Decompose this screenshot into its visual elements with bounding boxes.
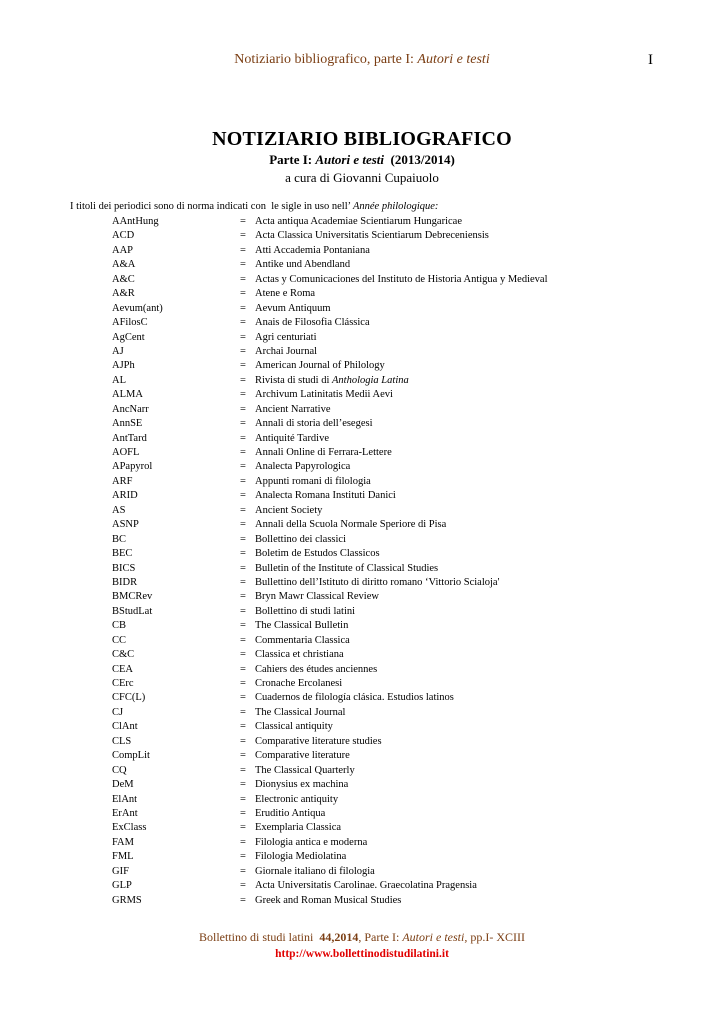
abbreviation: DeM	[112, 779, 134, 791]
abbreviation: AnnSE	[112, 418, 143, 430]
abbreviation: AAntHung	[112, 216, 159, 227]
journal-title-text: Archivum Latinitatis Medii Aevi	[255, 389, 393, 401]
list-item	[0, 403, 724, 417]
list-item	[0, 302, 724, 316]
journal-title	[255, 374, 409, 388]
journal-title	[255, 749, 350, 763]
abbreviation: BEC	[112, 548, 133, 560]
abbreviation: AAP	[112, 244, 134, 256]
abbreviation: Aevum(ant)	[112, 302, 163, 314]
journal-title-text: Cuadernos de filología clásica. Estudios latinos	[255, 692, 454, 704]
journal-title-text: Antike und Abendland	[255, 259, 351, 271]
journal-title	[255, 807, 325, 821]
intro-paragraph	[70, 201, 438, 212]
list-item	[0, 749, 724, 763]
list-item	[0, 417, 724, 431]
journal-title	[255, 258, 350, 272]
list-item	[0, 634, 724, 648]
journal-title-text: Agri centuriati	[255, 331, 317, 343]
list-item	[0, 504, 724, 518]
journal-title	[255, 735, 382, 749]
journal-title-text: Annali di storia dell’esegesi	[255, 418, 373, 430]
abbreviation: BMCRev	[112, 591, 153, 603]
list-item	[0, 576, 724, 590]
journal-title-text: Antiquité Tardive	[255, 432, 330, 444]
journal-title-text: Giornale italiano di filologia	[255, 865, 375, 877]
abbreviation: APapyrol	[112, 461, 153, 473]
equals-sign: =	[240, 533, 246, 545]
equals-sign: =	[240, 360, 246, 372]
abbreviation: CLS	[112, 735, 132, 747]
equals-sign: =	[240, 331, 246, 343]
list-item	[0, 590, 724, 604]
list-item	[0, 605, 724, 619]
abbreviation: CQ	[112, 764, 127, 776]
list-item	[0, 331, 724, 345]
list-item	[0, 215, 724, 229]
journal-title	[255, 619, 348, 633]
list-item	[0, 446, 724, 460]
running-head	[0, 52, 724, 68]
equals-sign: =	[240, 836, 246, 848]
abbreviation: BC	[112, 533, 127, 545]
journal-title	[255, 518, 446, 532]
journal-title-text: Comparative literature	[255, 750, 350, 762]
abbreviation: AL	[112, 374, 126, 386]
list-item	[0, 807, 724, 821]
journal-title-text: Acta Classica Universitatis Scientiarum Debreceniensis	[255, 230, 489, 242]
journal-title-text: Acta Universitatis Carolinae. Graecolatina Pragensia	[255, 880, 477, 892]
journal-title-text: Bollettino dei classici	[255, 533, 346, 545]
list-item	[0, 821, 724, 835]
list-item	[0, 764, 724, 778]
journal-title-text: Electronic antiquity	[255, 793, 339, 805]
journal-title	[255, 547, 380, 561]
journal-title-text: Analecta Romana Instituti Danici	[255, 490, 396, 502]
list-item	[0, 562, 724, 576]
list-item	[0, 547, 724, 561]
journal-title	[255, 576, 499, 590]
equals-sign: =	[240, 793, 246, 805]
list-item	[0, 720, 724, 734]
equals-sign: =	[240, 475, 246, 487]
journal-title-text: Filologia Mediolatina	[255, 851, 347, 863]
equals-sign: =	[240, 345, 246, 357]
equals-sign: =	[240, 317, 246, 329]
journal-title	[255, 663, 377, 677]
abbreviation: CErc	[112, 678, 134, 689]
list-item	[0, 489, 724, 503]
equals-sign: =	[240, 721, 246, 733]
journal-title-text: Eruditio Antiqua	[255, 807, 326, 819]
list-item	[0, 258, 724, 272]
journal-title	[255, 273, 547, 287]
journal-title-text: Commentaria Classica	[255, 634, 350, 646]
journal-title-text: The Classical Journal	[255, 706, 346, 718]
journal-title	[255, 562, 438, 576]
journal-title-text: Atene e Roma	[255, 288, 316, 300]
equals-sign: =	[240, 519, 246, 531]
list-item	[0, 388, 724, 402]
equals-sign: =	[240, 649, 246, 661]
list-item	[0, 229, 724, 243]
journal-title	[255, 533, 346, 547]
abbreviation: CJ	[112, 706, 124, 718]
journal-title	[255, 691, 454, 705]
journal-title-text: Anais de Filosofia Clássica	[255, 317, 370, 329]
list-item	[0, 850, 724, 864]
journal-title-text: Greek and Roman Musical Studies	[255, 894, 402, 906]
journal-title-text: Bullettino dell’Istituto di diritto romano ‘Vittorio Scialoja'	[255, 576, 500, 588]
journal-title	[255, 821, 341, 835]
editor-line: a cura di Giovanni Cupaiuolo	[285, 170, 439, 185]
equals-sign: =	[240, 865, 246, 877]
abbreviation: ExClass	[112, 822, 147, 834]
journal-title	[255, 590, 379, 604]
subtitle-prefix: Parte I:	[269, 152, 316, 167]
list-item	[0, 619, 724, 633]
list-item	[0, 533, 724, 547]
subtitle-italic: Autori e testi	[315, 152, 385, 167]
list-item	[0, 475, 724, 489]
footer	[0, 930, 724, 945]
abbreviation: AJPh	[112, 360, 135, 372]
footer-url-link[interactable]: http://www.bollettinodistudilatini.it	[275, 948, 449, 960]
equals-sign: =	[240, 418, 246, 430]
journal-title-text: Appunti romani di filologia	[255, 475, 371, 487]
journal-title-text: Classica et christiana	[255, 649, 344, 661]
equals-sign: =	[240, 591, 246, 603]
equals-sign: =	[240, 894, 246, 906]
list-item	[0, 894, 724, 908]
abbreviation: AFilosC	[112, 317, 148, 329]
abbreviation: GIF	[112, 865, 129, 877]
journal-title-italic: Anthologia Latina	[332, 374, 409, 386]
list-item	[0, 793, 724, 807]
journal-title-text: Analecta Papyrologica	[255, 461, 351, 473]
abbreviation: FAM	[112, 836, 134, 848]
abbreviation: ACD	[112, 230, 135, 242]
journal-title-text: Dionysius ex machina	[255, 779, 349, 791]
abbreviation: BICS	[112, 562, 136, 574]
equals-sign: =	[240, 764, 246, 776]
list-item	[0, 663, 724, 677]
equals-sign: =	[240, 447, 246, 458]
abbreviation: CFC(L)	[112, 692, 146, 704]
equals-sign: =	[240, 880, 246, 892]
equals-sign: =	[240, 288, 246, 300]
equals-sign: =	[240, 432, 246, 444]
equals-sign: =	[240, 562, 246, 574]
abbreviation: FML	[112, 851, 134, 863]
abbreviation: BIDR	[112, 576, 138, 588]
page-subtitle	[0, 152, 724, 168]
journal-title-text: Annali della Scuola Normale Speriore di Pisa	[255, 519, 447, 531]
list-item	[0, 287, 724, 301]
abbreviation: AS	[112, 504, 126, 516]
journal-title	[255, 388, 393, 402]
abbreviation: CB	[112, 620, 127, 632]
list-item	[0, 273, 724, 287]
list-item	[0, 359, 724, 373]
journal-title	[255, 778, 348, 792]
equals-sign: =	[240, 750, 246, 762]
running-head-text: Notiziario bibliografico, parte I:	[234, 52, 418, 67]
journal-title	[255, 504, 322, 518]
journal-title	[255, 879, 477, 893]
equals-sign: =	[240, 779, 246, 791]
page-title: NOTIZIARIO BIBLIOGRAFICO	[212, 128, 512, 150]
list-item	[0, 735, 724, 749]
journal-title-text: Bryn Mawr Classical Review	[255, 591, 379, 603]
equals-sign: =	[240, 389, 246, 401]
journal-title	[255, 720, 333, 734]
equals-sign: =	[240, 692, 246, 704]
journal-title	[255, 706, 345, 720]
journal-title	[255, 865, 375, 879]
journal-title	[255, 648, 344, 662]
equals-sign: =	[240, 230, 246, 242]
journal-title-text: The Classical Quarterly	[255, 764, 355, 776]
abbreviation: C&C	[112, 649, 135, 661]
equals-sign: =	[240, 374, 246, 386]
page-number: I	[648, 52, 653, 68]
abbreviation: AJ	[112, 345, 124, 357]
equals-sign: =	[240, 735, 246, 747]
journal-title-text: The Classical Bulletin	[255, 620, 349, 632]
list-item	[0, 706, 724, 720]
journal-title-text: American Journal of Philology	[255, 360, 385, 372]
footer-italic: Autori e testi,	[402, 930, 468, 944]
journal-title	[255, 287, 315, 301]
journal-title	[255, 244, 370, 258]
abbreviation: A&A	[112, 259, 136, 271]
journal-title	[255, 605, 355, 619]
journal-title	[255, 417, 373, 431]
list-item	[0, 244, 724, 258]
abbreviation: CompLit	[112, 750, 150, 762]
journal-title	[255, 764, 355, 778]
equals-sign: =	[240, 273, 246, 285]
abbreviation: ALMA	[112, 389, 143, 401]
journal-title	[255, 446, 392, 460]
abbreviation: ClAnt	[112, 721, 138, 733]
journal-title	[255, 489, 396, 503]
journal-title	[255, 894, 401, 908]
equals-sign: =	[240, 461, 246, 473]
journal-title-text: Filologia antica e moderna	[255, 836, 368, 848]
journal-title	[255, 403, 331, 417]
journal-title-text: Aevum Antiquum	[255, 302, 331, 314]
list-item	[0, 316, 724, 330]
equals-sign: =	[240, 634, 246, 646]
journal-title	[255, 836, 367, 850]
list-item	[0, 345, 724, 359]
journal-title-text: Acta antiqua Academiae Scientiarum Hungaricae	[255, 216, 462, 227]
journal-title	[255, 432, 329, 446]
journal-title-text: Comparative literature studies	[255, 735, 382, 747]
list-item	[0, 518, 724, 532]
equals-sign: =	[240, 822, 246, 834]
journal-title	[255, 229, 489, 243]
footer-volume: 44,2014	[319, 930, 359, 944]
abbreviation: A&C	[112, 273, 135, 285]
journal-title-text: Cahiers des études anciennes	[255, 663, 378, 675]
journal-title	[255, 215, 462, 229]
abbreviation: AgCent	[112, 331, 145, 343]
journal-title-text: Bollettino di studi latini	[255, 605, 356, 617]
journal-title-text: Atti Accademia Pontaniana	[255, 244, 370, 256]
journal-title	[255, 475, 371, 489]
abbreviation: A&R	[112, 288, 135, 300]
equals-sign: =	[240, 504, 246, 516]
running-head-italic: Autori e testi	[417, 52, 490, 67]
abbreviation: ARID	[112, 490, 138, 502]
equals-sign: =	[240, 663, 246, 675]
abbreviation: CEA	[112, 663, 133, 675]
journal-title-text: Exemplaria Classica	[255, 822, 342, 834]
intro-italic: Année philologique:	[352, 201, 439, 212]
subtitle-suffix: (2013/2014)	[384, 152, 455, 167]
equals-sign: =	[240, 678, 246, 689]
list-item	[0, 836, 724, 850]
list-item	[0, 879, 724, 893]
journal-title	[255, 316, 370, 330]
abbreviation-list	[0, 215, 724, 908]
journal-title	[255, 850, 346, 864]
equals-sign: =	[240, 620, 246, 632]
journal-title-text: Archai Journal	[255, 345, 318, 357]
journal-title-text: Ancient Narrative	[255, 403, 331, 415]
abbreviation: ErAnt	[112, 807, 138, 819]
list-item	[0, 691, 724, 705]
journal-title	[255, 793, 338, 807]
journal-title	[255, 677, 342, 691]
equals-sign: =	[240, 548, 246, 560]
abbreviation: GLP	[112, 880, 132, 892]
abbreviation: AntTard	[112, 432, 147, 444]
equals-sign: =	[240, 302, 246, 314]
abbreviation: AOFL	[112, 447, 140, 458]
equals-sign: =	[240, 259, 246, 271]
footer-middle: , Parte I:	[358, 930, 403, 944]
journal-title-text: Rivista di studi di	[255, 374, 333, 386]
list-item	[0, 865, 724, 879]
equals-sign: =	[240, 403, 246, 415]
journal-title-text: Cronache Ercolanesi	[255, 678, 343, 689]
equals-sign: =	[240, 576, 246, 588]
list-item	[0, 374, 724, 388]
equals-sign: =	[240, 605, 246, 617]
journal-title-text: Classical antiquity	[255, 721, 333, 733]
list-item	[0, 677, 724, 691]
abbreviation: ElAnt	[112, 793, 138, 805]
journal-title	[255, 331, 317, 345]
journal-title-text: Boletim de Estudos Classicos	[255, 548, 380, 560]
abbreviation: ARF	[112, 475, 133, 487]
equals-sign: =	[240, 851, 246, 863]
journal-title-text: Actas y Comunicaciones del Instituto de Historia Antigua y Medieval	[255, 273, 548, 285]
journal-title	[255, 359, 385, 373]
list-item	[0, 778, 724, 792]
journal-title	[255, 302, 331, 316]
intro-text: I titoli dei periodici sono di norma indicati con le sigle in uso nell’	[70, 201, 353, 212]
journal-title	[255, 345, 317, 359]
journal-title	[255, 634, 350, 648]
equals-sign: =	[240, 244, 246, 256]
list-item	[0, 432, 724, 446]
journal-title-text: Bulletin of the Institute of Classical Studies	[255, 562, 439, 574]
abbreviation: AncNarr	[112, 403, 149, 415]
abbreviation: CC	[112, 634, 127, 646]
journal-title	[255, 460, 350, 474]
abbreviation: BStudLat	[112, 605, 153, 617]
journal-title-text: Ancient Society	[255, 504, 323, 516]
abbreviation: ASNP	[112, 519, 139, 531]
footer-prefix: Bollettino di studi latini	[199, 930, 320, 944]
list-item	[0, 648, 724, 662]
equals-sign: =	[240, 807, 246, 819]
footer-suffix: pp.I- XCIII	[467, 930, 525, 944]
equals-sign: =	[240, 706, 246, 718]
list-item	[0, 460, 724, 474]
equals-sign: =	[240, 490, 246, 502]
equals-sign: =	[240, 216, 246, 227]
abbreviation: GRMS	[112, 894, 142, 906]
journal-title-text: Annali Online di Ferrara-Lettere	[255, 447, 392, 458]
